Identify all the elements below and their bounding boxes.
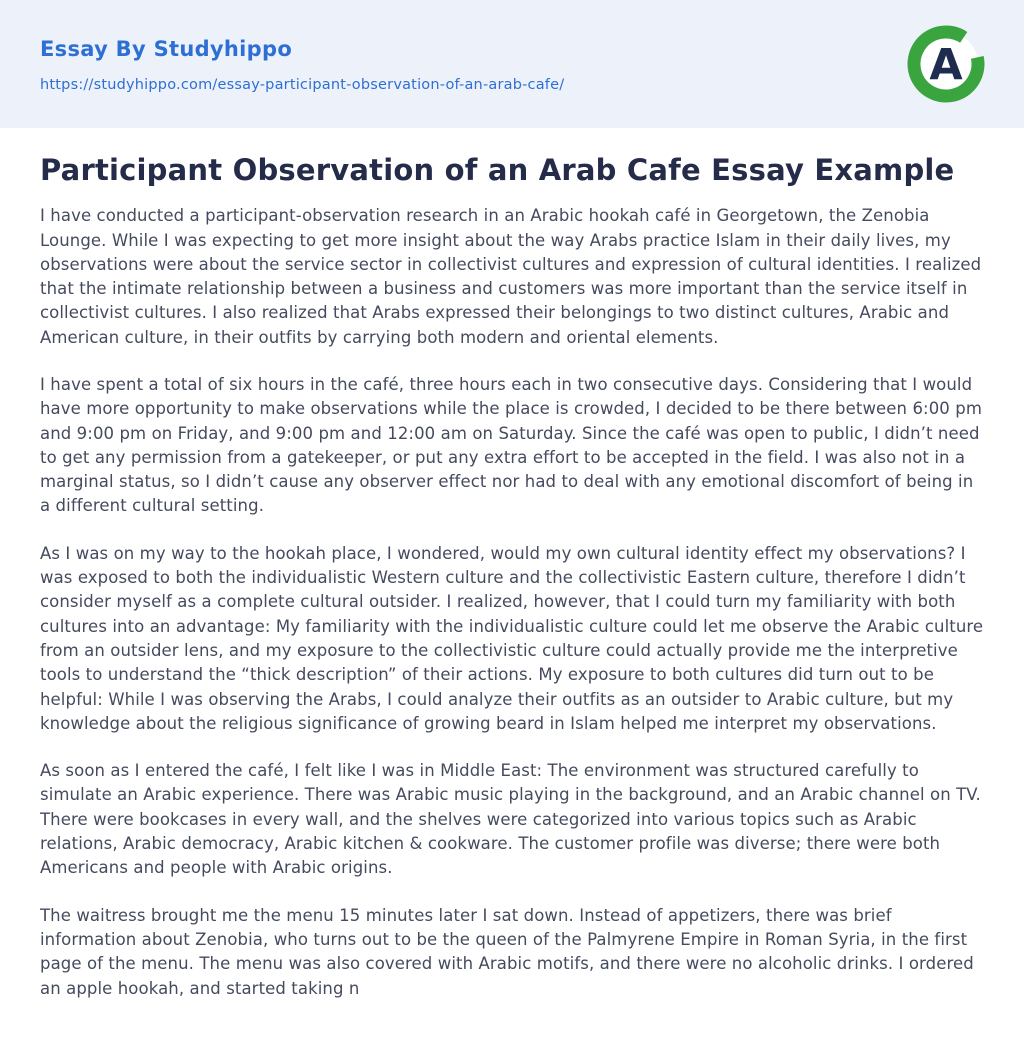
page-header xyxy=(0,0,1024,128)
essay-paragraph-2: I have spent a total of six hours in the café, three hours each in two consecutive days. Considering that I would have more opportunity to make observations while the place is crowded, I decided to be there between 6:00 pm and 9:00 pm on Friday, and 9:00 pm and 12:00 am on Saturday. Since the café was open to public, I didn’t need to get any permission from a gatekeeper, or put any extra effort to be accepted in the field. I was also not in a marginal status, so I didn’t cause any observer effect nor had to deal with any emotional discomfort of being in a different cultural setting. xyxy=(40,375,982,516)
essay-title: Participant Observation of an Arab Cafe Essay Example xyxy=(40,153,955,187)
logo-letter: A xyxy=(929,40,963,90)
essay-paragraph-3: As I was on my way to the hookah place, I wondered, would my own cultural identity effect my observations? I was exposed to both the individualistic Western culture and the collectivistic Eastern culture, therefore I didn’t consider myself as a complete cultural outsider. I realized, however, that I could turn my familiarity with both cultures into an advantage: My familiarity with the individualistic culture could let me observe the Arabic culture from an outsider lens, and my exposure to the collectivistic culture could actually provide me the interpretive tools to understand the “thick description” of their actions. My exposure to both cultures did turn out to be helpful: While I was observing the Arabs, I could analyze their outfits as an outsider to Arabic culture, but my knowledge about the religious significance of growing beard in Islam helped me interpret my observations. xyxy=(40,543,984,733)
source-url-link[interactable]: https://studyhippo.com/essay-participant-observation-of-an-arab-cafe/ xyxy=(40,77,565,93)
studyhippo-logo-icon xyxy=(907,25,985,103)
essay-paragraph-4: As soon as I entered the café, I felt like I was in Middle East: The environment was structured carefully to simulate an Arabic experience. There was Arabic music playing in the background, and an Arabic channel on TV. There were bookcases in every wall, and the shelves were categorized into various topics such as Arabic relations, Arabic democracy, Arabic kitchen & cookware. The customer profile was diverse; there were both Americans and people with Arabic origins. xyxy=(40,761,981,878)
essay-article xyxy=(0,128,1024,1001)
essay-paragraph-1: I have conducted a participant-observation research in an Arabic hookah café in Georgetown, the Zenobia Lounge. While I was expecting to get more insight about the way Arabs practice Islam in their daily lives, my observations were about the service sector in collectivist cultures and expression of cultural identities. I realized that the intimate relationship between a business and customers was more important than the service itself in collectivist cultures. I also realized that Arabs expressed their belongings to two distinct cultures, Arabic and American culture, in their outfits by carrying both modern and oriental elements. xyxy=(40,206,982,347)
site-title: Essay By Studyhippo xyxy=(40,37,293,61)
essay-paragraph-5: The waitress brought me the menu 15 minutes later I sat down. Instead of appetizers, there was brief information about Zenobia, who turns out to be the queen of the Palmyrene Empire in Roman Syria, in the first page of the menu. The menu was also covered with Arabic motifs, and there were no alcoholic drinks. I ordered an apple hookah, and started taking n xyxy=(40,905,974,998)
header-text-block xyxy=(40,35,564,93)
